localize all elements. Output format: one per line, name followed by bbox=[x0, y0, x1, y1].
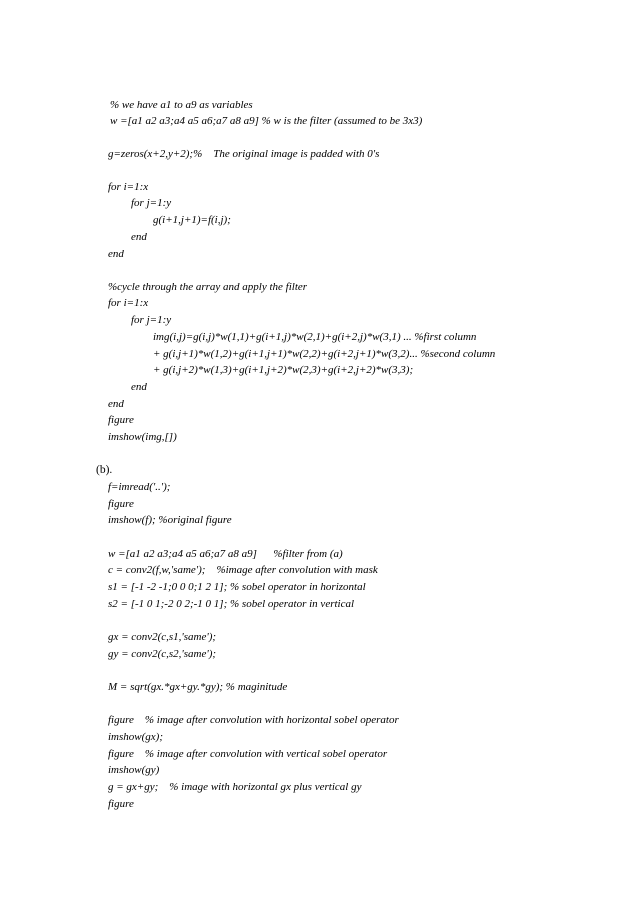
code-line: imshow(gx); bbox=[108, 731, 163, 743]
code-line: g=zeros(x+2,y+2);% The original image is padded with 0's bbox=[108, 148, 380, 160]
code-line: imshow(img,[]) bbox=[108, 431, 177, 443]
code-line: %cycle through the array and apply the filter bbox=[108, 281, 308, 293]
code-line: gx = conv2(c,s1,'same'); bbox=[108, 631, 217, 643]
code-line: figure % image after convolution with horizontal sobel operator bbox=[108, 714, 399, 726]
code-line: w =[a1 a2 a3;a4 a5 a6;a7 a8 a9] % w is the filter (assumed to be 3x3) bbox=[110, 115, 423, 127]
code-line: figure bbox=[108, 414, 134, 426]
code-line: end bbox=[131, 381, 147, 393]
code-line: + g(i,j+1)*w(1,2)+g(i+1,j+1)*w(2,2)+g(i+2,j+1)*w(3,2)... %second column bbox=[153, 348, 496, 360]
code-line: c = conv2(f,w,'same'); %image after convolution with mask bbox=[108, 564, 378, 576]
code-line: end bbox=[108, 398, 124, 410]
code-line: for j=1:y bbox=[131, 197, 172, 209]
code-line: img(i,j)=g(i,j)*w(1,1)+g(i+1,j)*w(2,1)+g(i+2,j)*w(3,1) ... %first column bbox=[153, 331, 477, 343]
code-line: figure % image after convolution with vertical sobel operator bbox=[108, 748, 388, 760]
code-line: f=imread('..'); bbox=[108, 481, 171, 493]
code-line: % we have a1 to a9 as variables bbox=[110, 99, 253, 111]
code-line: figure bbox=[108, 498, 134, 510]
code-line: w =[a1 a2 a3;a4 a5 a6;a7 a8 a9] %filter from (a) bbox=[108, 548, 343, 560]
code-line: imshow(f); %original figure bbox=[108, 514, 232, 526]
code-line: figure bbox=[108, 798, 134, 810]
code-line: g = gx+gy; % image with horizontal gx plus vertical gy bbox=[108, 781, 362, 793]
section-b-heading: (b). bbox=[96, 464, 113, 476]
code-line: imshow(gy) bbox=[108, 764, 160, 776]
code-line: s2 = [-1 0 1;-2 0 2;-1 0 1]; % sobel operator in vertical bbox=[108, 598, 355, 610]
code-line: for j=1:y bbox=[131, 314, 172, 326]
code-line: for i=1:x bbox=[108, 297, 149, 309]
code-line: end bbox=[131, 231, 147, 243]
code-line: g(i+1,j+1)=f(i,j); bbox=[153, 214, 231, 226]
code-line: end bbox=[108, 248, 124, 260]
code-line: + g(i,j+2)*w(1,3)+g(i+1,j+2)*w(2,3)+g(i+2,j+2)*w(3,3); bbox=[153, 364, 414, 376]
code-line: gy = conv2(c,s2,'same'); bbox=[108, 648, 217, 660]
code-line: s1 = [-1 -2 -1;0 0 0;1 2 1]; % sobel operator in horizontal bbox=[108, 581, 366, 593]
code-line: for i=1:x bbox=[108, 181, 149, 193]
code-line: M = sqrt(gx.*gx+gy.*gy); % maginitude bbox=[108, 681, 288, 693]
